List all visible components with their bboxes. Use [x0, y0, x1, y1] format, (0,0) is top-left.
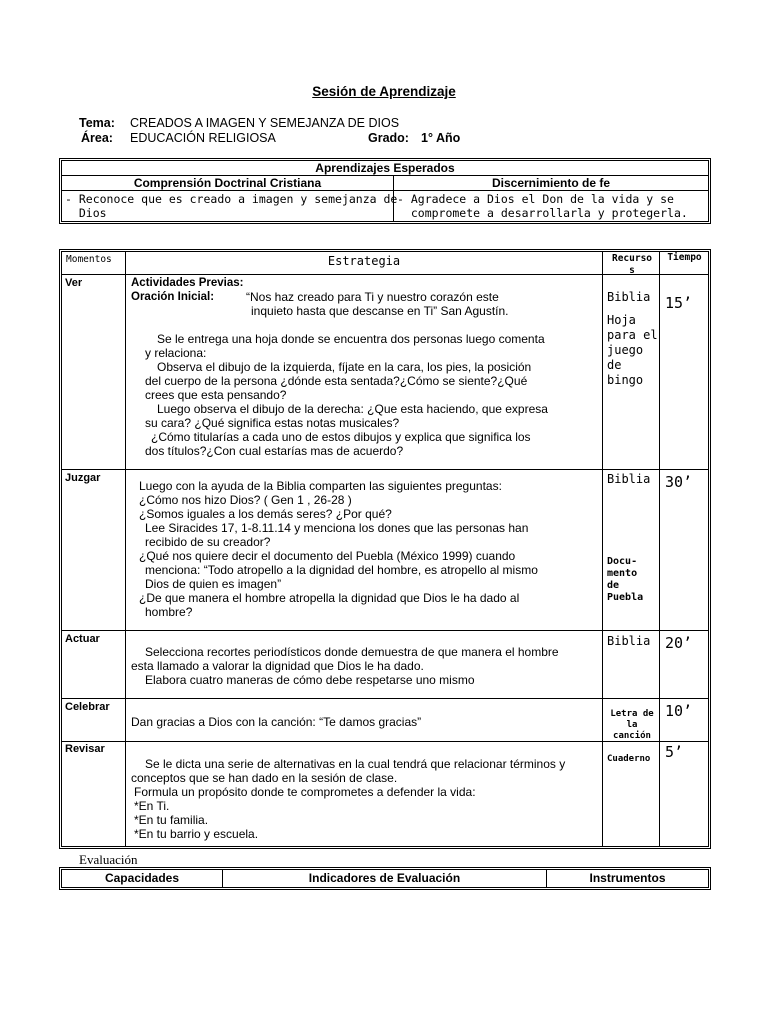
recurso-item: Puebla	[607, 592, 644, 603]
grado-value: 1° Año	[421, 131, 461, 145]
strategy-line: Observa el dibujo de la izquierda, fíjate en la cara, los pies, la posición	[157, 360, 532, 374]
strategy-line: “Nos haz creado para Ti y nuestro corazón este	[246, 290, 499, 304]
col1-line: - Reconoce que es creado a imagen y semejanza de	[65, 192, 398, 206]
strategy-line: crees que esta pensando?	[145, 388, 287, 402]
recurso-item: para el	[607, 328, 658, 342]
recurso-item: la	[626, 720, 638, 730]
momento-revisar: Revisar	[65, 743, 105, 755]
strategy-line: *En Ti.	[134, 799, 170, 813]
momento-juzgar: Juzgar	[65, 472, 101, 484]
area-label: Área:	[81, 131, 113, 145]
header-momentos: Momentos	[66, 254, 112, 265]
strategy-line: recibido de su creador?	[145, 535, 271, 549]
strategy-line: Oración Inicial:	[131, 291, 215, 303]
strategy-line: Selecciona recortes periodísticos donde demuestra de que manera el hombre	[145, 645, 559, 659]
recurso-item: bingo	[607, 373, 644, 387]
recurso-item: Biblia	[607, 472, 651, 486]
strategy-line: Lee Siracides 17, 1-8.11.14 y menciona los dones que las personas han	[145, 521, 529, 535]
strategy-line: Formula un propósito donde te comprometes a defender la vida:	[134, 785, 476, 799]
recurso-item: juego	[607, 343, 644, 357]
recurso-item: Cuaderno	[607, 754, 651, 764]
strategy-line: ¿Cómo nos hizo Dios? ( Gen 1 , 26-28 )	[139, 493, 352, 507]
tema-value: CREADOS A IMAGEN Y SEMEJANZA DE DIOS	[130, 116, 400, 130]
tiempo-value: 15’	[665, 294, 693, 312]
tiempo-value: 20’	[665, 634, 693, 652]
strategy-line: Dios de quien es imagen”	[145, 577, 282, 591]
tiempo-value: 30’	[665, 473, 693, 491]
momento-celebrar: Celebrar	[65, 701, 110, 713]
recurso-item: Biblia	[607, 290, 651, 304]
strategy-line: Actividades Previas:	[131, 277, 244, 289]
recurso-item: canción	[613, 731, 651, 741]
strategy-line: su cara? ¿Qué significa estas notas musicales?	[145, 416, 400, 430]
page-title: Sesión de Aprendizaje	[312, 84, 456, 99]
strategy-line: ¿Somos iguales a los demás seres? ¿Por qué?	[139, 507, 392, 521]
recurso-item: de	[607, 358, 622, 372]
strategy-line: esta llamado a valorar la dignidad que Dios le ha dado.	[131, 659, 424, 673]
strategy-line: menciona: “Todo atropello a la dignidad del hombre, es atropello al mismo	[145, 563, 538, 577]
tiempo-value: 5’	[665, 743, 684, 761]
strategy-line: ¿Qué nos quiere decir el documento del Puebla (México 1999) cuando	[139, 549, 516, 563]
strategy-line: ¿De que manera el hombre atropella la dignidad que Dios le ha dado al	[139, 591, 520, 605]
recurso-item: Hoja	[607, 313, 636, 327]
strategy-line: conceptos que se han dado en la sesión de clase.	[131, 771, 398, 785]
strategy-line: Se le entrega una hoja donde se encuentra dos personas luego comenta	[157, 332, 545, 346]
momento-ver: Ver	[65, 277, 83, 289]
tiempo-value: 10’	[665, 702, 693, 720]
col2-header: Discernimiento de fe	[491, 176, 611, 190]
strategy-line: y relaciona:	[145, 346, 207, 360]
strategy-line: Se le dicta una serie de alternativas en la cual tendrá que relacionar términos y	[145, 757, 566, 771]
eval-header-instrumentos: Instrumentos	[589, 871, 666, 885]
strategy-line: Elabora cuatro maneras de cómo debe respetarse uno mismo	[145, 673, 475, 687]
aprendizajes-title: Aprendizajes Esperados	[315, 161, 455, 175]
strategy-line: ¿Cómo titularías a cada uno de estos dibujos y explica que significa los	[151, 430, 531, 444]
recurso-item: Docu-	[607, 556, 638, 567]
area-value: EDUCACIÓN RELIGIOSA	[130, 131, 276, 145]
strategy-line: inquieto hasta que descanse en Ti” San Agustín.	[251, 304, 509, 318]
recurso-item: de	[607, 580, 620, 591]
strategy-line: del cuerpo de la persona ¿dónde esta sentada?¿Cómo se siente?¿Qué	[145, 374, 528, 388]
eval-header-indicadores: Indicadores de Evaluación	[308, 871, 461, 885]
grado-label: Grado:	[368, 131, 409, 145]
strategy-line: Luego observa el dibujo de la derecha: ¿Que esta haciendo, que expresa	[157, 402, 548, 416]
header-estrategia: Estrategia	[327, 254, 401, 268]
recurso-item: mento	[607, 568, 638, 579]
col2-line: compromete a desarrollarla y protegerla.	[397, 206, 688, 220]
col1-header: Comprensión Doctrinal Cristiana	[133, 176, 322, 190]
strategy-line: *En tu familia.	[134, 813, 209, 827]
evaluacion-title: Evaluación	[79, 852, 138, 867]
strategy-line: *En tu barrio y escuela.	[134, 827, 259, 841]
eval-header-capacidades: Capacidades	[104, 871, 180, 885]
col2-line: - Agradece a Dios el Don de la vida y se	[397, 192, 674, 206]
recurso-item: Letra de	[610, 709, 654, 719]
col1-line: Dios	[65, 206, 107, 220]
strategy-line: Dan gracias a Dios con la canción: “Te damos gracias”	[131, 715, 422, 729]
strategy-line: hombre?	[145, 605, 193, 619]
header-recursos: Recurso s	[611, 253, 653, 276]
tema-label: Tema:	[79, 116, 115, 130]
momento-actuar: Actuar	[65, 633, 100, 645]
strategy-line: dos títulos?¿Con cual estarías mas de acuerdo?	[145, 444, 404, 458]
header-tiempo: Tiempo	[667, 252, 702, 263]
recurso-item: Biblia	[607, 634, 651, 648]
strategy-line: Luego con la ayuda de la Biblia comparten las siguientes preguntas:	[139, 479, 502, 493]
